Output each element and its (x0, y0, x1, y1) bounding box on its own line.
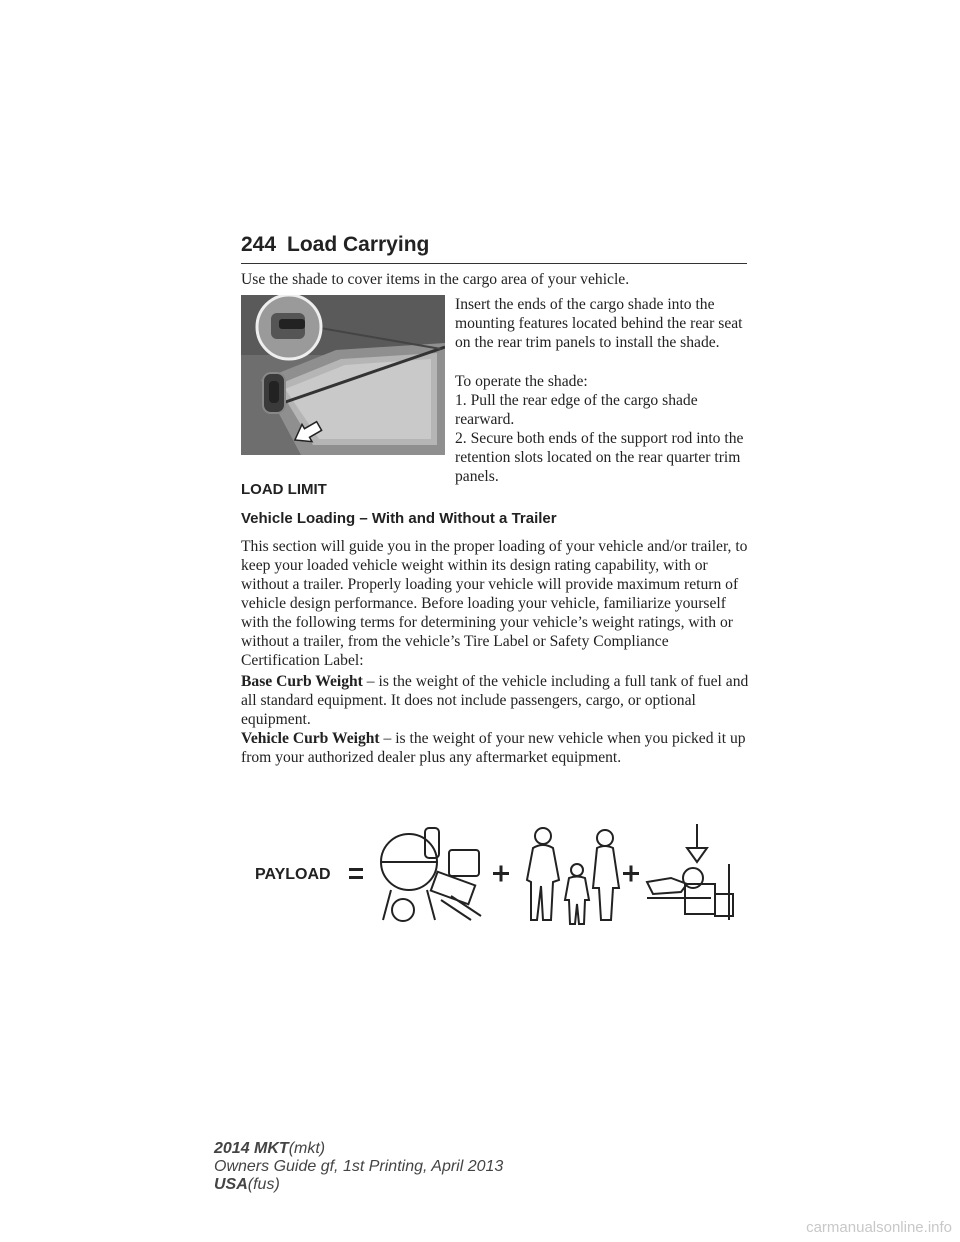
passengers-icon (527, 828, 619, 924)
page-number: 244 (241, 233, 277, 256)
vehicle-curb-weight-definition (241, 729, 749, 767)
document-footer (214, 1140, 503, 1194)
intro-paragraph: Use the shade to cover items in the cargo area of your vehicle. (241, 271, 630, 288)
vehicle-curb-weight-text: – is the weight of your new vehicle when you picked it up from your authorized dealer plus any aftermarket equipment. (241, 730, 746, 766)
cargo-shade-image (241, 295, 445, 455)
plus-sign-icon-2 (623, 866, 639, 882)
operate-heading: To operate the shade: (455, 373, 588, 390)
payload-illustration (241, 820, 741, 930)
cargo-shade-illustration (241, 295, 445, 455)
footer-line-1: 2014 MKT(mkt) (214, 1140, 326, 1157)
install-instruction: Insert the ends of the cargo shade into the mounting features located behind the rear seat on the rear trim panels to install the shade. (455, 296, 743, 351)
watermark-link[interactable]: carmanualsonline.info (806, 1219, 952, 1236)
payload-label: PAYLOAD (255, 866, 331, 883)
vehicle-loading-subheading: Vehicle Loading – With and Without a Trailer (241, 510, 557, 527)
step-1: 1. Pull the rear edge of the cargo shade rearward. (455, 392, 698, 428)
cargo-items-icon (381, 828, 481, 921)
vehicle-loading-paragraph: This section will guide you in the proper loading of your vehicle and/or trailer, to keep your loaded vehicle weight within its design rating capability, with or without a trailer. Properly loading your vehicle will provide maximum return of vehicle design performance. Before loading your vehicle, familiarize yourself with the following terms for determining your vehicle’s weight ratings, with or without a trailer, from the vehicle’s Tire Label or Safety Compliance Certification Label: (241, 538, 748, 669)
footer-line-3: USA(fus) (214, 1176, 280, 1193)
vehicle-curb-weight-term: Vehicle Curb Weight (241, 730, 380, 747)
equals-sign-icon (349, 868, 363, 879)
base-curb-weight-term: Base Curb Weight (241, 673, 363, 690)
plus-sign-icon-1 (493, 866, 509, 882)
load-limit-heading: LOAD LIMIT (241, 481, 327, 498)
footer-line-2: Owners Guide gf, 1st Printing, April 2013 (214, 1158, 504, 1175)
section-title: Load Carrying (287, 233, 430, 256)
base-curb-weight-definition (241, 672, 749, 729)
payload-equation-graphic (241, 820, 741, 930)
step-2: 2. Secure both ends of the support rod into the retention slots located on the rear quarter trim panels. (455, 430, 744, 485)
base-curb-weight-text: – is the weight of the vehicle including a full tank of fuel and all standard equipment. It does not include passengers, cargo, or optional equipment. (241, 673, 749, 728)
tongue-load-icon (647, 824, 733, 920)
page-header (241, 233, 747, 264)
